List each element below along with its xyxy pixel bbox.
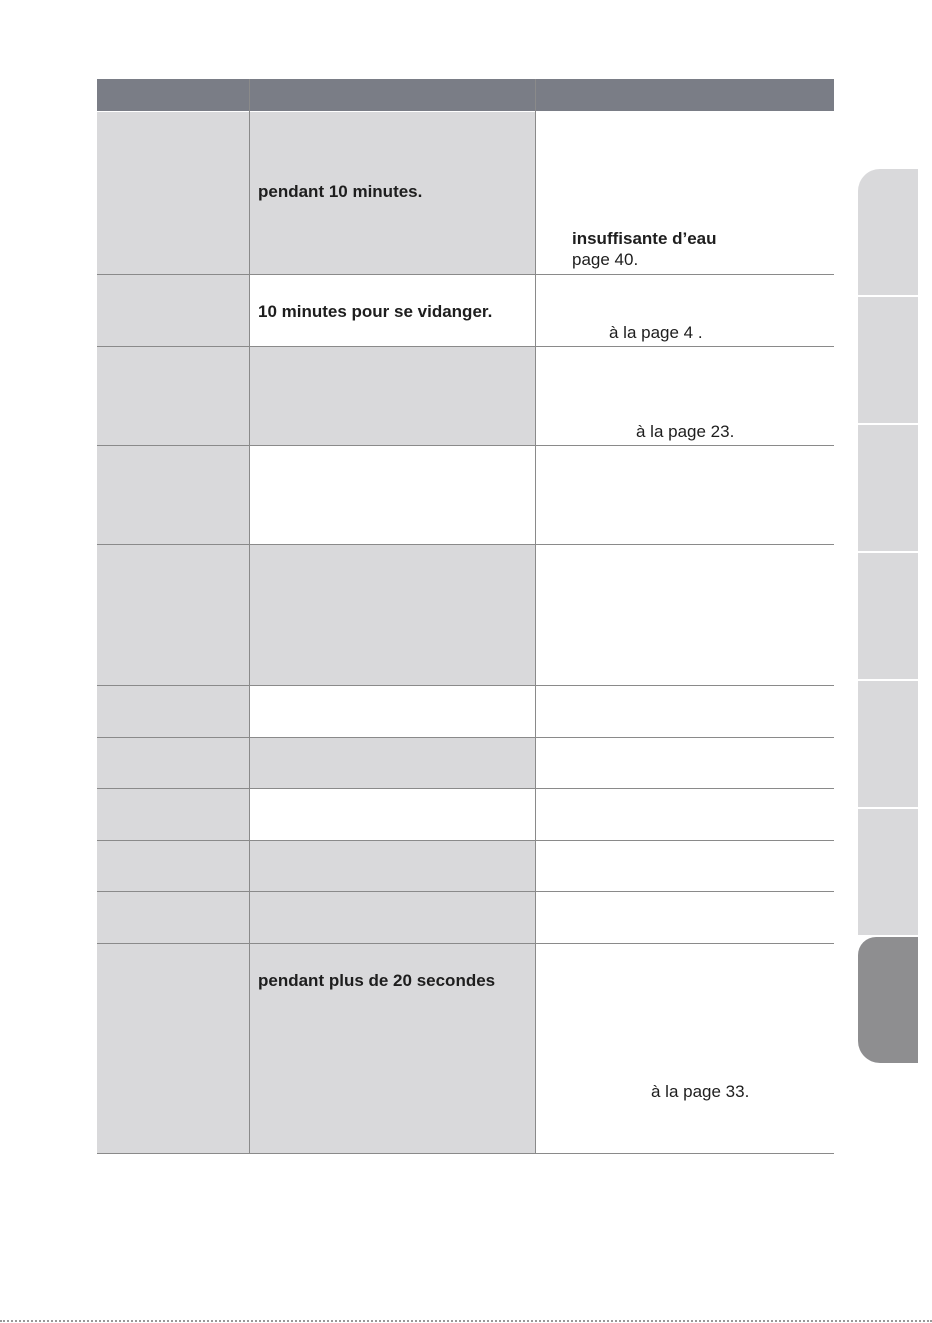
table-row (97, 789, 834, 840)
problem-cell (97, 545, 249, 685)
cause-text: 10 minutes pour se vidanger. (258, 302, 493, 321)
solution-cell (536, 841, 834, 891)
table-row (97, 545, 834, 685)
problem-cell (97, 841, 249, 891)
problem-cell (97, 892, 249, 943)
cause-cell (250, 112, 535, 274)
section-tab[interactable] (858, 297, 918, 423)
cause-text: pendant plus de 20 secondes (258, 971, 496, 990)
section-tab[interactable] (858, 425, 918, 551)
solution-page-ref: à la page 4 . (609, 323, 703, 342)
table-header-bar (97, 79, 834, 111)
solution-cell (536, 112, 834, 274)
cause-cell (250, 686, 535, 737)
table-row (97, 738, 834, 788)
solution-page-ref: à la page 23. (636, 422, 735, 441)
solution-text: insuffisante d’eau (572, 229, 717, 248)
cause-cell (250, 789, 535, 840)
table-row (97, 686, 834, 737)
solution-cell (536, 789, 834, 840)
problem-cell (97, 275, 249, 346)
section-tab[interactable] (858, 809, 918, 935)
cause-cell (250, 738, 535, 788)
section-tab[interactable] (858, 553, 918, 679)
solution-cell (536, 738, 834, 788)
table-row (97, 275, 834, 346)
problem-cell (97, 944, 249, 1153)
solution-cell (536, 944, 834, 1153)
cause-cell (250, 275, 535, 346)
table-row (97, 112, 834, 274)
cause-cell (250, 841, 535, 891)
table-row (97, 892, 834, 943)
problem-cell (97, 446, 249, 544)
table-row (97, 944, 834, 1153)
cause-cell (250, 545, 535, 685)
solution-cell (536, 347, 834, 445)
column-divider (249, 79, 250, 1154)
section-tab[interactable] (858, 169, 918, 295)
solution-cell (536, 275, 834, 346)
problem-cell (97, 112, 249, 274)
table-row (97, 446, 834, 544)
page-edge-divider (0, 1320, 932, 1322)
problem-cell (97, 347, 249, 445)
cause-text: pendant 10 minutes. (258, 182, 423, 201)
solution-cell (536, 446, 834, 544)
section-tabs (858, 169, 918, 1063)
problem-cell (97, 738, 249, 788)
section-tab-active[interactable] (858, 937, 918, 1063)
solution-page-ref: à la page 33. (651, 1082, 750, 1101)
solution-cell (536, 686, 834, 737)
problem-cell (97, 686, 249, 737)
cause-cell (250, 347, 535, 445)
cause-cell (250, 892, 535, 943)
problem-cell (97, 789, 249, 840)
table-row (97, 347, 834, 445)
solution-cell (536, 545, 834, 685)
solution-page-ref: page 40. (572, 250, 639, 269)
table-row (97, 841, 834, 891)
cause-cell (250, 446, 535, 544)
column-divider (535, 79, 536, 1154)
cause-cell (250, 944, 535, 1153)
section-tab[interactable] (858, 681, 918, 807)
solution-cell (536, 892, 834, 943)
